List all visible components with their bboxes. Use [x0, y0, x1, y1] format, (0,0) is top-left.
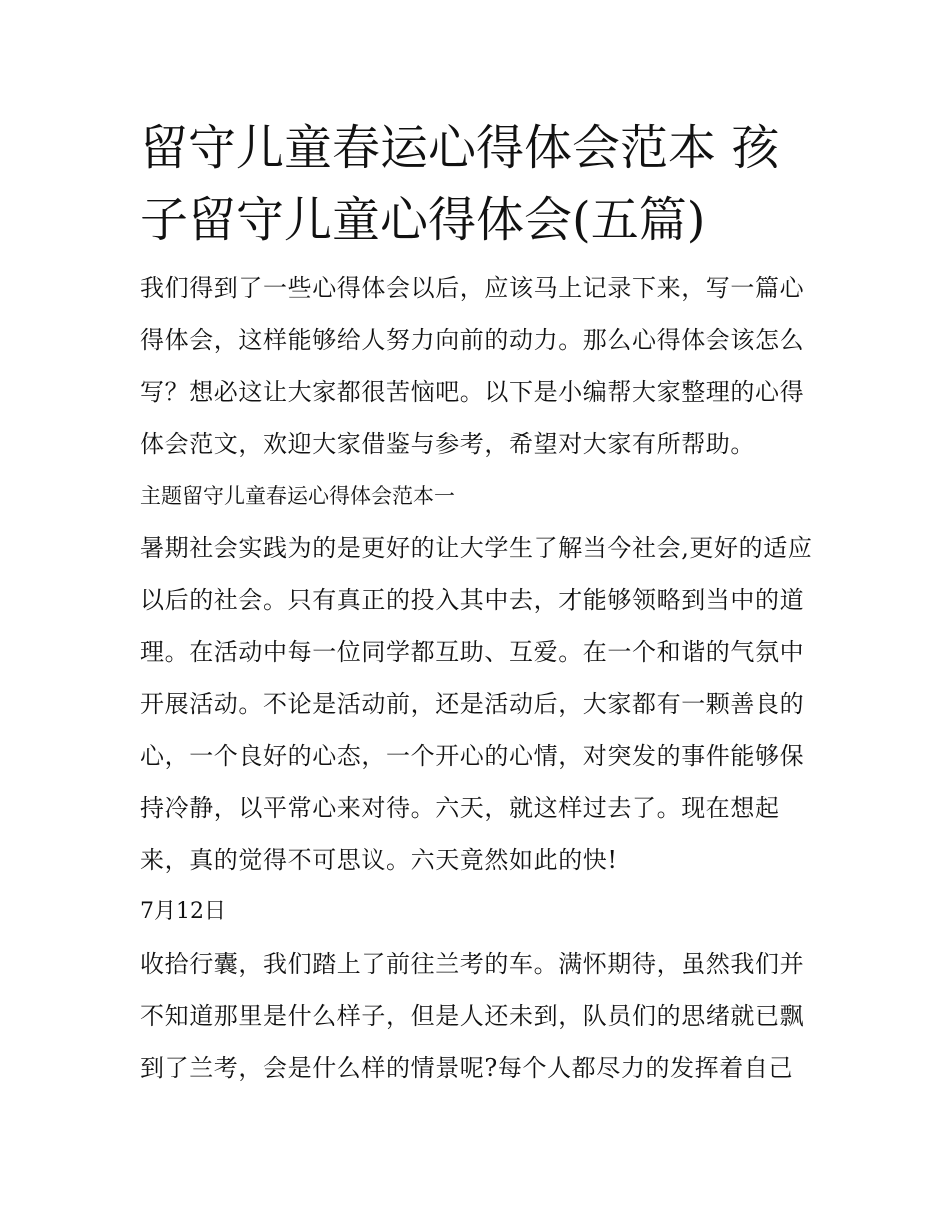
date-heading: 7月12日	[140, 899, 226, 924]
section-heading: 主题留守儿童春运心得体会范本一	[140, 484, 455, 508]
intro-paragraph: 我们得到了一些心得体会以后，应该马上记录下来，写一篇心得体会，这样能够给人努力向前的动力。那么心得体会该怎么写？想必这让大家都很苦恼吧。以下是小编帮大家整理的心得体会范文，欢迎大家借鉴与参考，希望对大家有所帮助。	[140, 274, 805, 458]
body-paragraph-2: 收拾行囊，我们踏上了前往兰考的车。满怀期待，虽然我们并不知道那里是什么样子，但是人还未到，队员们的思绪就已飘到了兰考，会是什么样的情景呢?每个人都尽力的发挥着自己	[140, 950, 805, 1082]
document-title: 留守儿童春运心得体会范本 孩子留守儿童心得体会(五篇)	[140, 120, 780, 248]
document-page	[140, 112, 820, 1094]
body-paragraph-1: 暑期社会实践为的是更好的让大学生了解当今社会,更好的适应以后的社会。只有真正的投入其中去，才能够领略到当中的道理。在活动中每一位同学都互助、互爱。在一个和谐的气氛中开展活动。不论是活动前，还是活动后，大家都有一颗善良的心，一个良好的心态，一个开心的心情，对突发的事件能够保持冷静，以平常心来对待。六天，就这样过去了。现在想起来，真的觉得不可思议。六天竟然如此的快!	[140, 534, 813, 874]
